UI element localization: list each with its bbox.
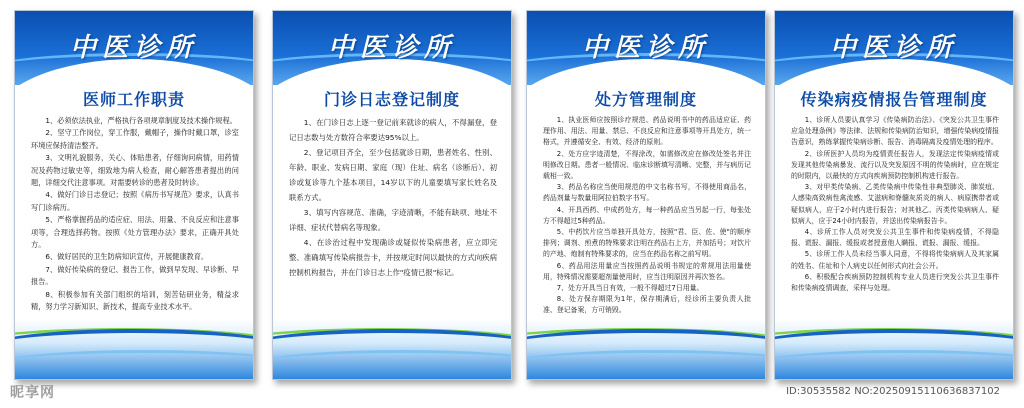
- rule-title: 医师工作职责: [82, 90, 185, 109]
- rule-body: [289, 115, 497, 280]
- rule-title: 处方管理制度: [594, 90, 697, 109]
- rule-paragraph: 6、药品用法用量应当按照药品说明书规定的常规用法用量使用，特殊情况需要超剂量使用时，应当注明原因并再次签名。: [543, 261, 751, 281]
- rule-paragraph: 7、做好传染病的登记、报告工作，做到早发现、早诊断、早报告。: [31, 264, 239, 287]
- poster-board-1: [14, 10, 254, 380]
- rule-paragraph: 2、诊所医护人员均为疫情责任报告人，发现法定传染病疫情或发现其他传染病暴发、流行以及突发原因不明的传染病时，应在规定的时限内，以最快的方式向疾病预防控制机构进行报告。: [791, 149, 999, 181]
- rule-title: 门诊日志登记制度: [323, 90, 460, 109]
- rule-paragraph: 6、积极配合疾病预防控制机构专业人员进行突发公共卫生事件和传染病疫情调查，采样与处理。: [791, 272, 999, 293]
- rule-paragraph: 7、处方开具当日有效，一般不得超过7日用量。: [556, 284, 704, 293]
- footer-wave-light: [272, 350, 512, 379]
- watermark-id: ID:30535582 NO:20250915110636837102: [786, 386, 1000, 397]
- poster-board-3: [526, 10, 766, 380]
- rule-paragraph: 8、积极参加有关部门组织的培训，刻苦钻研业务，精益求精，努力学习新知识、新技术，提高专业技术水平。: [31, 289, 239, 312]
- watermark-logo: 昵享网: [10, 385, 55, 401]
- rule-paragraph: 5、诊所工作人员未经当事人同意，不得将传染病病人及其家属的姓名、住址和个人病史以任何形式向社会公开。: [791, 250, 999, 270]
- rule-paragraph: 4、开具西药、中成药处方，每一种药品应当另起一行，每张处方不得超过5种药品。: [543, 205, 751, 225]
- footer-wave-light: [526, 350, 766, 379]
- rule-body: [543, 115, 751, 317]
- rule-paragraph: 1、必须依法执业，严格执行各项规章制度及技术操作规程。: [45, 116, 237, 125]
- rule-paragraph: 1、诊所人员要认真学习《传染病防治法》、《突发公共卫生事件应急处理条例》等法律、法规和传染病防治知识，增强传染病疫情报告意识，熟练掌握传染病诊断、报告、消毒隔离及疫情处理的程序。: [791, 116, 999, 147]
- org-title: 中医诊所: [581, 33, 710, 63]
- rule-paragraph: 3、对甲类传染病、乙类传染病中传染性非典型肺炎、肺炭疽、人感染高致病性禽流感、艾滋病和脊髓灰质炎的病人、病原携带者或疑似病人，应于2小时内进行报告；对其他乙、丙类传染病病人、疑似病人，应于24小时内报告，并送出传染病报告卡。: [791, 183, 999, 225]
- org-title: 中医诊所: [829, 33, 958, 63]
- rule-paragraph: 5、严格掌握药品的适应症、用法、用量、不良反应和注意事项等，合理选择药物。按照《处方管理办法》要求，正确开具处方。: [31, 215, 239, 250]
- poster-board-2: [272, 10, 512, 380]
- rule-paragraph: 3、药品名称应当使用规范的中文名称书写，不得使用商品名，药品剂量与数量用阿拉伯数字书写。: [543, 183, 751, 203]
- rule-paragraph: 6、做好居民的卫生防病知识宣传，开展健康教育。: [45, 252, 209, 262]
- org-title: 中医诊所: [327, 33, 456, 63]
- rule-paragraph: 4、在诊治过程中发现确诊或疑似传染病患者，应立即完整、准确填写传染病报告卡，并按规定时间以最快的方式向疾病控制机构报告，并在门诊日志上作"疫情已报"标记。: [289, 238, 497, 277]
- rule-paragraph: 4、做好门诊日志登记；按照《病历书写规范》要求，认真书写门诊病历。: [31, 190, 239, 212]
- poster-board-4: [774, 10, 1014, 380]
- rule-body: [31, 115, 239, 314]
- rule-paragraph: 4、诊所工作人员对突发公共卫生事件和传染病疫情，不得隐报、谎报、漏报、缓报或者授意他人瞒报、谎报、漏报、缓报。: [791, 228, 999, 248]
- rule-paragraph: 2、坚守工作岗位，穿工作服，戴帽子，操作时戴口罩，诊室环境应保持清洁整齐。: [31, 128, 239, 150]
- rule-paragraph: 2、处方应字迹清楚，不得涂改，如需修改应在修改处签名并注明修改日期。患者一般情况、临床诊断填写清晰、完整，并与病历记载相一致。: [543, 149, 751, 181]
- footer-wave-light: [774, 350, 1014, 379]
- rule-paragraph: 5、中药饮片应当单独开具处方，按照"君、臣、佐、使"的顺序排列；调剂、煎煮的特殊要求注明在药品右上方，并加括号；对饮片的产地、炮制有特殊要求的，应当在药品名称之前写明。: [543, 228, 751, 259]
- rule-paragraph: 1、执业医师应按照诊疗规范、药品说明书中的药品适应证、药理作用、用法、用量、禁忌、不良反应和注意事项等开具处方，统一格式，并遵循安全、有效、经济的原则。: [543, 116, 751, 147]
- rule-paragraph: 1、在门诊日志上逐一登记前来就诊的病人，不得漏登，登记日志数与处方数符合率要达95%以上。: [289, 118, 497, 142]
- rule-title: 传染病疫情报告管理制度: [800, 90, 988, 109]
- org-title: 中医诊所: [69, 33, 198, 63]
- rule-paragraph: 8、处方保存期限为1年，保存期满后，经诊所主要负责人批准、登记备案，方可销毁。: [543, 295, 751, 315]
- footer-wave-light: [14, 350, 254, 379]
- rule-body: [791, 115, 999, 294]
- rule-paragraph: 2、登记项目齐全，至少包括就诊日期，患者姓名、性别、年龄、职业、发病日期、家庭（现）住址、病名（诊断后）、初诊或复诊等九个基本项目，14岁以下的儿童要填写家长姓名及联系方式。: [289, 148, 497, 202]
- rule-paragraph: 3、文明礼貌服务，关心、体贴患者，仔细询问病情，用药情况及药物过敏史等，细致地为病人检查，耐心解答患者提出的问题，详细交代注意事项。对需要转诊的患者及时转诊。: [31, 153, 239, 188]
- rule-paragraph: 3、填写内容规范、准确，字迹清晰，不能有缺项、地址不详细、症状代替病名等现象。: [289, 208, 497, 232]
